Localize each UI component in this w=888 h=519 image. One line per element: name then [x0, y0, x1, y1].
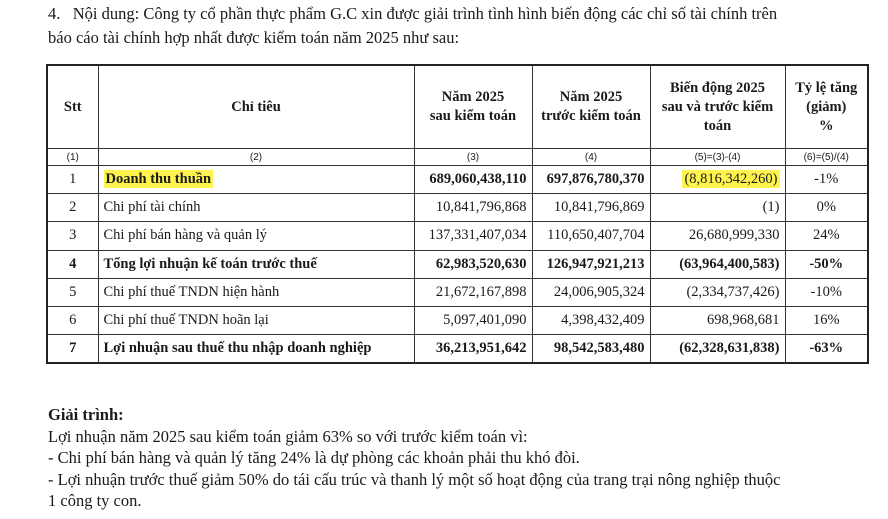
rate-cell: -63%: [785, 335, 868, 364]
rate-cell: -1%: [785, 166, 868, 194]
rate-cell: -10%: [785, 278, 868, 306]
table-header-row: [47, 65, 868, 149]
index-cell: (6)=(5)/(4): [785, 149, 868, 166]
header-after-audit: Năm 2025 sau kiểm toán: [414, 65, 532, 149]
before-cell: 4,398,432,409: [532, 306, 650, 334]
diff-cell: (1): [650, 194, 785, 222]
index-cell: (4): [532, 149, 650, 166]
after-cell: 10,841,796,868: [414, 194, 532, 222]
table-index-row: [47, 149, 868, 166]
after-cell: 137,331,407,034: [414, 222, 532, 250]
intro-line-1: 4. Nội dung: Công ty cổ phần thực phẩm G.C xin được giải trình tình hình biến động các chỉ số tài chính trên: [48, 4, 778, 23]
rate-cell: 0%: [785, 194, 868, 222]
table-row: [47, 250, 868, 278]
index-cell: (3): [414, 149, 532, 166]
header-stt: Stt: [47, 65, 98, 149]
name-cell: Chi phí thuế TNDN hiện hành: [98, 278, 414, 306]
after-cell: 62,983,520,630: [414, 250, 532, 278]
diff-cell: [650, 166, 785, 194]
after-cell: 36,213,951,642: [414, 335, 532, 364]
before-cell: 126,947,921,213: [532, 250, 650, 278]
rate-cell: 24%: [785, 222, 868, 250]
name-cell: Tổng lợi nhuận kế toán trước thuế: [98, 250, 414, 278]
rate-cell: -50%: [785, 250, 868, 278]
intro-line-2: báo cáo tài chính hợp nhất được kiểm toán năm 2025 như sau:: [48, 28, 460, 47]
stt-cell: 5: [47, 278, 98, 306]
index-cell: (1): [47, 149, 98, 166]
index-cell: (2): [98, 149, 414, 166]
header-rate: Tỷ lệ tăng (giảm) %: [785, 65, 868, 149]
diff-cell: 698,968,681: [650, 306, 785, 334]
table-row: [47, 194, 868, 222]
stt-cell: 2: [47, 194, 98, 222]
header-chi-tieu: Chỉ tiêu: [98, 65, 414, 149]
header-difference: Biến động 2025 sau và trước kiểm toán: [650, 65, 785, 149]
name-cell: [98, 166, 414, 194]
stt-cell: 3: [47, 222, 98, 250]
table-row: [47, 222, 868, 250]
after-cell: 5,097,401,090: [414, 306, 532, 334]
stt-cell: 7: [47, 335, 98, 364]
name-cell: Chi phí bán hàng và quản lý: [98, 222, 414, 250]
explanation-line: Lợi nhuận năm 2025 sau kiểm toán giảm 63% so với trước kiểm toán vì:: [48, 426, 528, 446]
stt-cell: 1: [47, 166, 98, 194]
before-cell: 98,542,583,480: [532, 335, 650, 364]
explanation-line: - Chi phí bán hàng và quản lý tăng 24% là dự phòng các khoản phải thu khó đòi.: [48, 448, 580, 467]
highlighted-diff: (8,816,342,260): [684, 171, 778, 188]
before-cell: 24,006,905,324: [532, 278, 650, 306]
header-before-audit: Năm 2025 trước kiểm toán: [532, 65, 650, 149]
rate-cell: 16%: [785, 306, 868, 334]
table-row: [47, 335, 868, 364]
stt-cell: 6: [47, 306, 98, 334]
financial-table: [46, 64, 869, 364]
name-cell: Chi phí thuế TNDN hoãn lại: [98, 306, 414, 334]
before-cell: 697,876,780,370: [532, 166, 650, 194]
stt-cell: 4: [47, 250, 98, 278]
before-cell: 110,650,407,704: [532, 222, 650, 250]
diff-cell: (2,334,737,426): [650, 278, 785, 306]
name-cell: Chi phí tài chính: [98, 194, 414, 222]
explanation-line: 1 công ty con.: [48, 491, 142, 510]
name-cell: Lợi nhuận sau thuế thu nhập doanh nghiệp: [98, 335, 414, 364]
table-row: [47, 166, 868, 194]
index-cell: (5)=(3)-(4): [650, 149, 785, 166]
diff-cell: (63,964,400,583): [650, 250, 785, 278]
diff-cell: (62,328,631,838): [650, 335, 785, 364]
highlighted-name: Doanh thu thuần: [105, 171, 212, 188]
explanation-heading: Giải trình:: [48, 405, 124, 424]
table-row: [47, 306, 868, 334]
after-cell: 689,060,438,110: [414, 166, 532, 194]
after-cell: 21,672,167,898: [414, 278, 532, 306]
before-cell: 10,841,796,869: [532, 194, 650, 222]
explanation-line: - Lợi nhuận trước thuế giảm 50% do tái cấu trúc và thanh lý một số hoạt động của trang trại nông nghiệp thuộc: [48, 469, 781, 489]
explanation-section: [48, 404, 878, 512]
table-row: [47, 278, 868, 306]
intro-paragraph: [48, 2, 878, 50]
diff-cell: 26,680,999,330: [650, 222, 785, 250]
